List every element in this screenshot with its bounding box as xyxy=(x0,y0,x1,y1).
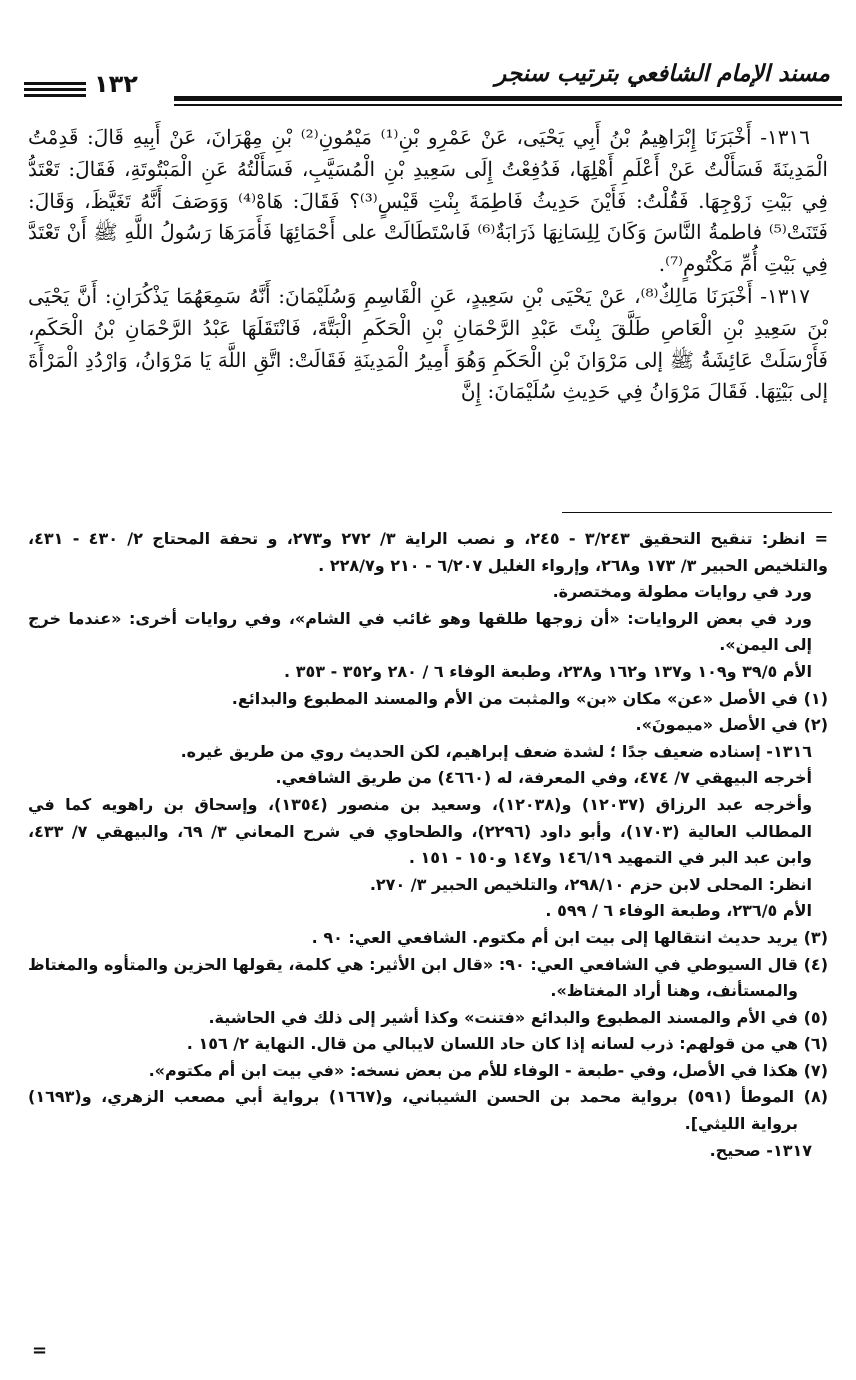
footnote-line: = انظر: تنقيح التحقيق ٣/٢٤٣ - ٢٤٥، و نصب الراية ٣/ ٢٧٢ و٢٧٣، و تحفة المحتاج ٢/ ٤٣٠ - ٤٣١، والتلخيص الحبير ٣/ ١٧٣ و٢٦٨، وإرواء الغليل ٦/٢٠٧ - ٢١٠ و٢٢٨/٧ . xyxy=(28,529,829,575)
footnote-line: ١٣١٧- صحيح. xyxy=(709,1140,812,1160)
footnote-line: (٢) في الأصل «ميمونَ». xyxy=(635,715,828,735)
footnote-line: انظر: المحلى لابن حزم ٢٩٨/١٠، والتلخيص الحبير ٣/ ٢٧٠. xyxy=(369,874,812,894)
footnote-line: (٧) هكذا في الأصل، وفي -طبعة - الوفاء للأم من بعض نسخه: «في بيت ابن أم مكتوم». xyxy=(148,1060,828,1080)
footnote-line: (٦) هي من قولهم: ذرب لسانه إذا كان حاد اللسان لايبالي من قال. النهاية ٢/ ١٥٦ . xyxy=(186,1034,828,1054)
header-rule-thin xyxy=(174,104,842,106)
footnote-line: (٤) قال السيوطي في الشافعي العي: ٩٠: «قال ابن الأثير: هي كلمة، يقولها الحزين والمتأوه والمغتاظ والمستأنف، وهنا أراد المغتاظ». xyxy=(28,954,828,1001)
page-header xyxy=(14,52,842,100)
footnote-line: (٨) الموطأ (٥٩١) برواية محمد بن الحسن الشيباني، و(١٦٦٧) برواية أبي مصعب الزهري، و(١٦٩٣) برواية الليثي]. xyxy=(28,1087,829,1134)
footnote-line: أخرجه البيهقي ٧/ ٤٧٤، وفي المعرفة، له (٤٦٦٠) من طريق الشافعي. xyxy=(275,768,812,788)
main-text xyxy=(28,122,828,408)
footnote-line: ورد في بعض الروايات: «أن زوجها طلقها وهو غائب في الشام»، وفي روايات أخرى: «عندما خرج إلى اليمن». xyxy=(28,608,812,655)
hadith-paragraph: ١٣١٧- أَخْبَرَنَا مَالِكٌ⁽⁸⁾، عَنْ يَحْيَى بْنِ سَعِيدٍ، عَنِ الْقَاسِمِ وَسُلَيْمَانَ: أَنَّهُ سَمِعَهُمَا يَذْكُرَانِ: أَنَّ يَحْيَى بْنَ سَعِيدِ بْنِ الْعَاصِ طَلَّقَ بِنْتَ عَبْدِ الرَّحْمَانِ بْنِ الْحَكَمِ الْبَتَّةَ، فَانْتَقَلَهَا عَبْدُ الرَّحْمَانِ بْنُ الْحَكَمِ، فَأَرْسَلَتْ عَائِشَةُ ﷺ إلى مَرْوَانَ بْنِ الْحَكَمِ وَهُوَ أَمِيرُ الْمَدِينَةِ فَقَالَتْ: اتَّقِ اللَّهَ يَا مَرْوَانُ، وَارْدُدِ الْمَرْأَةَ إلى بَيْتِهَا. فَقَالَ مَرْوَانُ فِي حَدِيثِ سُلَيْمَانَ: إِنَّ xyxy=(28,283,828,404)
footnote-line: الأم ٢٣٦/٥، وطبعة الوفاء ٦ / ٥٩٩ . xyxy=(545,901,812,921)
footnote-line: ١٣١٦- إسناده ضعيف جدًا ؛ لشدة ضعف إبراهيم، لكن الحديث روي من طريق غيره. xyxy=(180,741,812,761)
page-number: ١٣٢ xyxy=(94,70,138,98)
book-title: مسند الإمام الشافعي بترتيب سنجر xyxy=(495,60,830,87)
page-number-ornament xyxy=(24,82,86,100)
footnote-line: الأم ٣٩/٥ و١٠٩ و١٣٧ و١٦٢ و٢٣٨، وطبعة الوفاء ٦ / ٢٨٠ و٣٥٢ - ٣٥٣ . xyxy=(284,661,812,681)
footnote-line: (٣) يريد حديث انتقالها إلى بيت ابن أم مكتوم. الشافعي العي: ٩٠ . xyxy=(311,927,828,947)
continuation-mark: = xyxy=(32,1340,48,1361)
footnotes xyxy=(28,526,828,1164)
footnote-line: وأخرجه عبد الرزاق (١٢٠٣٧) و(١٢٠٣٨)، وسعيد بن منصور (١٣٥٤)، وإسحاق بن راهويه كما في المطالب العالية (١٧٠٣)، وأبو داود (٢٢٩٦)، والطحاوي في شرح المعاني ٣/ ٦٩، والبيهقي ٧/ ٤٣٣، وابن عبد البر في التمهيد ١٤٦/١٩ و١٤٧ و١٥٠ - ١٥١ . xyxy=(28,794,813,868)
footnote-divider xyxy=(562,512,832,513)
hadith-paragraph: ١٣١٦- أَخْبَرَنَا إِبْرَاهِيمُ بْنُ أَبِي يَحْيَى، عَنْ عَمْرِو بْنِ⁽¹⁾ مَيْمُونِ⁽²⁾ بْنِ مِهْرَانَ، عَنْ أَبِيهِ قَالَ: قَدِمْتُ الْمَدِينَةَ فَسَأَلْتُ عَنْ أَعْلَمِ أَهْلِهَا، فَدُفِعْتُ إِلَى سَعِيدِ بْنِ الْمُسَيَّبِ، فَسَأَلْتُهُ عَنِ الْمَبْتُوتَةِ، فَقَالَ: تَعْتَدُّ فِي بَيْتِ زَوْجِهَا. فَقُلْتُ: فَأَيْنَ حَدِيثُ فَاطِمَةَ بِنْتِ قَيْسٍ⁽³⁾؟ فَقَالَ: هَاهْ⁽⁴⁾ وَوَصَفَ أَنَّهُ تَغَيَّظَ، وَقَالَ: فَتَنَتْ⁽⁵⁾ فاطمةُ النَّاسَ وَكَانَ لِلِسَانِهَا ذَرَابَةٌ⁽⁶⁾ فَاسْتَطَالَتْ على أَحْمَائِهَا فَأَمَرَهَا رَسُولُ اللَّهِ ﷺ أَنْ تَعْتَدَّ فِي بَيْتِ أُمِّ مَكْتُومٍ⁽⁷⁾. xyxy=(28,125,828,277)
footnote-line: ورد في روايات مطولة ومختصرة. xyxy=(552,582,812,602)
footnote-line: (١) في الأصل «عن» مكان «بن» والمثبت من الأم والمسند المطبوع والبدائع. xyxy=(231,688,828,708)
header-rule xyxy=(174,96,842,101)
footnote-line: (٥) في الأم والمسند المطبوع والبدائع «فتنت» وكذا أشير إلى ذلك في الحاشية. xyxy=(208,1007,828,1027)
